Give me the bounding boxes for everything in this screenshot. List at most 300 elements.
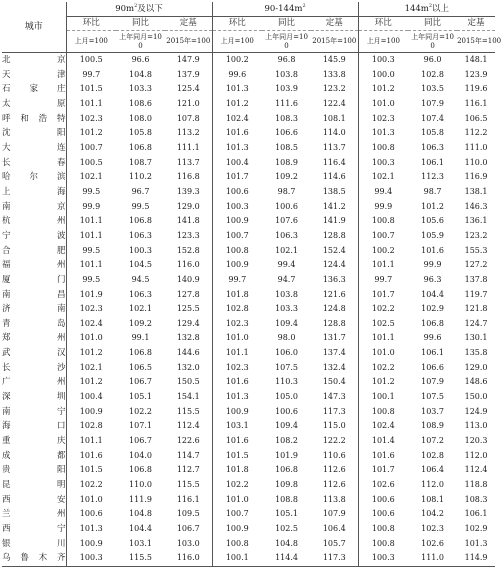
fixed-value: 112.4 — [176, 421, 200, 431]
yoy-value: 104.5 — [129, 260, 152, 270]
fixed-base-header: 2015年=100 — [457, 31, 495, 53]
mom-value: 100.9 — [66, 537, 116, 552]
fixed-value: 141.8 — [176, 216, 200, 226]
city-name: 上海 — [2, 186, 66, 197]
yoy-value: 109.4 — [275, 421, 298, 431]
city-name: 北京 — [2, 55, 66, 65]
yoy-value: 102.3 — [421, 524, 445, 533]
fixed-value: 106.7 — [176, 524, 200, 533]
table-row — [2, 170, 495, 185]
yoy-value: 107.9 — [421, 377, 445, 387]
table-row — [2, 200, 495, 215]
fixed-value: 123.3 — [176, 230, 200, 240]
yoy-value: 106.8 — [129, 465, 152, 475]
yoy-value: 105.9 — [421, 230, 445, 240]
mom-value: 100.9 — [212, 522, 262, 537]
mom-value: 101.0 — [66, 493, 116, 508]
fixed-value: 114.7 — [176, 450, 200, 460]
mom-value: 100.8 — [358, 141, 408, 156]
mom-value: 101.5 — [66, 82, 116, 97]
mom-value: 101.7 — [358, 288, 408, 303]
yoy-value: 96.6 — [131, 55, 150, 64]
group-label: $90-144m^2$ — [264, 3, 306, 14]
yoy-value: 108.5 — [275, 142, 298, 152]
city-name: 西宁 — [2, 524, 66, 534]
mom-value: 100.3 — [358, 156, 408, 171]
fixed-value: 105.7 — [322, 538, 346, 548]
mom-value: 100.0 — [358, 68, 408, 83]
table-row — [2, 478, 495, 493]
mom-value: 101.1 — [66, 229, 116, 244]
fixed-value: 116.0 — [165, 551, 212, 566]
mom-value: 100.7 — [358, 229, 408, 244]
fixed-value: 129.0 — [464, 362, 488, 372]
yoy-value: 114.4 — [262, 551, 311, 566]
fixed-value: 112.0 — [464, 450, 488, 460]
mom-value: 99.5 — [66, 185, 116, 200]
fixed-value: 118.8 — [464, 480, 488, 490]
mom-value: 100.8 — [358, 522, 408, 537]
city-name: 哈尔滨 — [2, 172, 66, 183]
fixed-value: 115.5 — [176, 480, 200, 490]
fixed-value: 116.8 — [176, 172, 200, 182]
yoy-value: 101.2 — [421, 201, 445, 211]
table-row — [2, 449, 495, 464]
fixed-value: 125.5 — [176, 304, 200, 314]
yoy-value: 105.1 — [275, 509, 298, 519]
mom-value: 100.8 — [358, 405, 408, 420]
fixed-value: 152.8 — [176, 245, 200, 255]
yoy-value: 106.1 — [421, 157, 445, 167]
yoy-value: 108.9 — [421, 421, 445, 431]
yoy-header: 同比 — [131, 18, 149, 28]
mom-value: 99.7 — [66, 68, 116, 83]
mom-header: 环比 — [212, 17, 262, 31]
mom-header: 环比 — [66, 17, 116, 31]
city-name: 宁波 — [2, 230, 66, 241]
mom-value: 100.4 — [66, 390, 116, 405]
mom-value: 100.6 — [358, 493, 408, 508]
fixed-value: 108.1 — [322, 113, 346, 123]
yoy-value: 106.6 — [421, 362, 445, 372]
mom-value: 99.7 — [212, 273, 262, 288]
table-row — [2, 507, 495, 522]
mom-value: 100.5 — [66, 156, 116, 171]
city-name: 福州 — [2, 260, 66, 271]
yoy-value: 98.7 — [277, 186, 296, 196]
mom-value: 101.2 — [66, 346, 116, 361]
mom-value: 101.6 — [66, 449, 116, 464]
city-name: 成都 — [2, 450, 66, 461]
city-name: 太原 — [2, 98, 66, 109]
table-row — [2, 156, 495, 171]
mom-value: 101.2 — [358, 375, 408, 390]
mom-value: 101.0 — [212, 493, 262, 508]
header-row-bases — [2, 31, 495, 53]
city-name: 兰州 — [2, 509, 66, 520]
yoy-value: 102.6 — [421, 538, 445, 548]
mom-value: 100.9 — [212, 214, 262, 229]
fixed-value: 129.4 — [176, 318, 200, 328]
yoy-base-header: 上年同月=100 — [408, 31, 457, 53]
yoy-value: 99.6 — [423, 333, 442, 343]
fixed-value: 136.1 — [464, 216, 488, 226]
city-name: 厦门 — [2, 274, 66, 285]
city-name: 重庆 — [2, 436, 66, 447]
group-label: $90m^2$及以下 — [115, 3, 163, 14]
group-label: $144m^2$以上 — [404, 3, 450, 14]
table-row — [2, 434, 495, 449]
fixed-value: 110.0 — [464, 157, 488, 167]
mom-value: 100.6 — [212, 185, 262, 200]
mom-value: 99.9 — [66, 200, 116, 215]
mom-value: 100.2 — [358, 244, 408, 259]
yoy-value: 108.7 — [129, 157, 152, 167]
city-name: 昆明 — [2, 480, 66, 491]
yoy-value: 105.8 — [129, 128, 152, 138]
header-row-groups — [2, 2, 495, 17]
mom-base-header: 上月=100 — [212, 31, 262, 53]
fixed-value: 154.1 — [176, 392, 200, 402]
fixed-value: 150.4 — [322, 377, 346, 387]
mom-value: 101.3 — [212, 82, 262, 97]
fixed-base-header: 2015年=100 — [311, 31, 358, 53]
fixed-value: 107.9 — [322, 509, 346, 519]
fixed-value: 113.0 — [464, 421, 488, 431]
yoy-value: 108.8 — [275, 494, 298, 504]
yoy-value: 104.0 — [129, 450, 152, 460]
fixed-value: 124.9 — [464, 406, 488, 416]
mom-value: 99.5 — [66, 244, 116, 259]
mom-value: 101.1 — [66, 258, 116, 273]
fixed-value: 132.4 — [322, 362, 346, 372]
yoy-value: 110.2 — [129, 172, 152, 182]
table-row — [2, 375, 495, 390]
yoy-value: 106.5 — [129, 362, 152, 372]
table-row — [2, 258, 495, 273]
mom-base-header: 上月=100 — [358, 31, 408, 53]
fixed-value: 122.6 — [176, 436, 200, 446]
fixed-value: 122.4 — [322, 98, 346, 108]
mom-value: 102.3 — [212, 317, 262, 332]
fixed-value: 114.9 — [457, 551, 495, 566]
mom-value: 101.1 — [66, 97, 116, 112]
mom-value: 101.3 — [66, 522, 116, 537]
fixed-value: 137.8 — [464, 274, 488, 284]
mom-value: 101.3 — [358, 126, 408, 141]
mom-value: 100.9 — [212, 405, 262, 420]
fixed-value: 133.8 — [322, 69, 346, 79]
mom-value: 101.3 — [212, 141, 262, 156]
mom-header: 环比 — [358, 17, 408, 31]
fixed-header: 定基 — [179, 18, 197, 28]
table-row — [2, 346, 495, 361]
yoy-value: 102.5 — [275, 524, 298, 533]
yoy-value: 102.2 — [129, 406, 152, 416]
fixed-value: 116.1 — [464, 98, 488, 108]
table-row — [2, 317, 495, 332]
yoy-value: 98.0 — [277, 333, 296, 343]
mom-value: 100.8 — [358, 214, 408, 229]
yoy-value: 105.6 — [421, 216, 445, 226]
mom-value: 99.6 — [212, 68, 262, 83]
yoy-value: 104.8 — [275, 538, 298, 548]
mom-value: 102.8 — [212, 302, 262, 317]
fixed-value: 141.2 — [322, 201, 346, 211]
table-row — [2, 244, 495, 259]
mom-value: 100.9 — [66, 405, 116, 420]
mom-value: 102.1 — [66, 361, 116, 376]
yoy-value: 99.1 — [131, 333, 150, 343]
yoy-value: 103.8 — [275, 289, 298, 299]
group-header-144-above — [358, 2, 495, 17]
mom-value: 101.1 — [66, 434, 116, 449]
mom-value: 101.8 — [212, 288, 262, 303]
fixed-value: 148.6 — [464, 377, 488, 387]
yoy-value: 111.0 — [408, 551, 457, 566]
fixed-value: 136.3 — [322, 274, 346, 284]
table-row — [2, 405, 495, 420]
city-name: 海口 — [2, 421, 66, 432]
city-name: 沈阳 — [2, 128, 66, 139]
city-name: 济南 — [2, 304, 66, 315]
fixed-value: 130.1 — [464, 333, 488, 343]
mom-value: 101.1 — [358, 258, 408, 273]
fixed-value: 117.3 — [311, 551, 358, 566]
yoy-value: 109.2 — [129, 318, 152, 328]
table-row — [2, 302, 495, 317]
city-name: 大连 — [2, 142, 66, 153]
yoy-value: 115.5 — [116, 551, 165, 566]
mom-value: 101.7 — [358, 463, 408, 478]
fixed-value: 148.1 — [464, 55, 488, 64]
fixed-value: 107.8 — [176, 113, 200, 123]
yoy-value: 99.4 — [277, 260, 296, 270]
yoy-header: 同比 — [424, 18, 442, 28]
city-name: 贵阳 — [2, 465, 66, 476]
table-row — [2, 97, 495, 112]
fixed-value: 116.1 — [176, 494, 200, 504]
fixed-value: 116.0 — [176, 260, 200, 270]
mom-value: 101.6 — [212, 126, 262, 141]
mom-value: 100.7 — [212, 507, 262, 522]
mom-value: 101.0 — [358, 346, 408, 361]
yoy-value: 103.7 — [421, 406, 445, 416]
yoy-value: 110.3 — [275, 377, 298, 387]
fixed-value: 106.4 — [322, 524, 346, 533]
mom-value: 101.1 — [358, 331, 408, 346]
fixed-value: 128.8 — [322, 318, 346, 328]
city-column-header: 城市 — [2, 2, 66, 53]
table-row — [2, 112, 495, 127]
mom-value: 102.8 — [66, 419, 116, 434]
mom-value: 102.5 — [358, 317, 408, 332]
city-name: 深圳 — [2, 392, 66, 403]
city-name: 银川 — [2, 538, 66, 549]
yoy-value: 110.0 — [129, 480, 152, 490]
yoy-value: 101.9 — [275, 450, 298, 460]
yoy-value: 108.9 — [275, 157, 298, 167]
yoy-value: 107.1 — [129, 421, 152, 431]
mom-value: 100.8 — [212, 537, 262, 552]
city-name: 乌鲁木齐 — [2, 551, 66, 566]
table-row — [2, 331, 495, 346]
fixed-value: 124.4 — [322, 260, 346, 270]
fixed-value: 137.9 — [176, 69, 200, 79]
fixed-value: 123.9 — [464, 69, 488, 79]
fixed-base-header: 2015年=100 — [165, 31, 212, 53]
mom-value: 101.7 — [212, 170, 262, 185]
yoy-value: 104.8 — [129, 509, 152, 519]
fixed-value: 119.6 — [464, 84, 488, 94]
price-index-table — [2, 2, 501, 567]
fixed-value: 150.0 — [464, 392, 488, 402]
fixed-value: 124.8 — [322, 304, 346, 314]
group-header-90-144 — [212, 2, 358, 17]
table-row — [2, 126, 495, 141]
yoy-value: 99.5 — [131, 201, 150, 211]
mom-value: 101.1 — [212, 346, 262, 361]
mom-value: 102.3 — [358, 112, 408, 127]
group-header-90-and-below — [66, 2, 212, 17]
mom-value: 100.8 — [358, 537, 408, 552]
fixed-value: 112.2 — [464, 128, 488, 138]
fixed-value: 137.4 — [322, 348, 346, 358]
mom-value: 101.2 — [212, 97, 262, 112]
yoy-value: 104.4 — [129, 524, 152, 533]
yoy-value: 106.3 — [421, 142, 445, 152]
mom-value: 102.1 — [66, 170, 116, 185]
city-name: 南宁 — [2, 406, 66, 417]
fixed-value: 141.9 — [322, 216, 346, 226]
yoy-value: 106.8 — [421, 318, 445, 328]
city-name: 天津 — [2, 69, 66, 80]
yoy-value: 105.0 — [275, 392, 298, 402]
table-row — [2, 82, 495, 97]
city-name: 西安 — [2, 494, 66, 505]
mom-value: 101.1 — [66, 214, 116, 229]
fixed-value: 112.6 — [322, 480, 346, 490]
table-row — [2, 361, 495, 376]
mom-value: 101.0 — [212, 331, 262, 346]
yoy-value: 96.3 — [423, 274, 442, 284]
yoy-value: 100.6 — [275, 406, 298, 416]
table-row — [2, 229, 495, 244]
fixed-value: 144.6 — [176, 348, 200, 358]
fixed-value: 131.7 — [322, 333, 346, 343]
mom-value: 101.0 — [66, 331, 116, 346]
mom-value: 100.6 — [358, 507, 408, 522]
yoy-value: 106.6 — [275, 128, 298, 138]
mom-value: 100.3 — [358, 551, 408, 566]
yoy-value: 108.1 — [421, 494, 445, 504]
yoy-base-header: 上年同月=100 — [116, 31, 165, 53]
yoy-value: 98.7 — [423, 186, 442, 196]
yoy-value: 112.3 — [421, 172, 445, 182]
yoy-value: 103.3 — [129, 84, 152, 94]
yoy-value: 103.3 — [275, 304, 298, 314]
table-row — [2, 390, 495, 405]
mom-value: 100.7 — [66, 141, 116, 156]
yoy-value: 112.0 — [421, 480, 445, 490]
yoy-value: 108.0 — [129, 113, 152, 123]
mom-value: 102.4 — [212, 112, 262, 127]
yoy-value: 106.3 — [129, 230, 152, 240]
fixed-value: 111.0 — [464, 142, 488, 152]
yoy-value: 106.3 — [275, 230, 298, 240]
fixed-value: 155.3 — [464, 245, 488, 255]
yoy-value: 102.8 — [421, 69, 445, 79]
fixed-value: 108.3 — [464, 494, 488, 504]
yoy-value: 99.9 — [423, 260, 442, 270]
mom-value: 100.9 — [212, 258, 262, 273]
fixed-value: 127.2 — [464, 260, 488, 270]
fixed-value: 140.9 — [176, 274, 200, 284]
fixed-value: 147.9 — [176, 55, 200, 64]
mom-value: 100.1 — [358, 390, 408, 405]
fixed-value: 106.5 — [464, 113, 488, 123]
mom-value: 102.1 — [358, 170, 408, 185]
table-row — [2, 141, 495, 156]
mom-value: 102.2 — [66, 478, 116, 493]
fixed-value: 129.0 — [176, 201, 200, 211]
fixed-value: 125.4 — [176, 84, 200, 94]
fixed-value: 103.0 — [176, 538, 200, 548]
fixed-value: 106.1 — [464, 509, 488, 519]
mom-value: 100.5 — [66, 53, 116, 68]
fixed-value: 122.2 — [322, 436, 346, 446]
city-name: 长春 — [2, 157, 66, 168]
fixed-value: 115.0 — [322, 421, 346, 431]
mom-value: 102.6 — [358, 478, 408, 493]
city-name: 武汉 — [2, 348, 66, 359]
table-row — [2, 537, 495, 552]
mom-value: 102.3 — [66, 112, 116, 127]
yoy-value: 111.6 — [275, 98, 298, 108]
mom-value: 100.6 — [66, 507, 116, 522]
fixed-value: 119.7 — [464, 289, 488, 299]
mom-value: 101.2 — [66, 375, 116, 390]
table-row — [2, 214, 495, 229]
mom-value: 100.2 — [212, 53, 262, 68]
fixed-value: 123.2 — [464, 230, 488, 240]
fixed-value: 112.4 — [464, 465, 488, 475]
yoy-value: 103.8 — [275, 69, 298, 79]
yoy-value: 106.7 — [129, 377, 152, 387]
yoy-value: 107.5 — [275, 362, 298, 372]
mom-value: 99.9 — [358, 200, 408, 215]
fixed-value: 132.0 — [176, 362, 200, 372]
mom-value: 101.5 — [212, 449, 262, 464]
yoy-value: 106.8 — [129, 348, 152, 358]
table-row — [2, 53, 495, 68]
city-name: 长沙 — [2, 362, 66, 373]
yoy-header: 同比 — [278, 18, 296, 28]
table-row — [2, 522, 495, 537]
mom-value: 101.2 — [66, 126, 116, 141]
mom-value: 102.2 — [212, 478, 262, 493]
mom-value: 100.4 — [212, 156, 262, 171]
yoy-value: 106.8 — [129, 142, 152, 152]
mom-value: 101.4 — [358, 434, 408, 449]
yoy-value: 103.1 — [129, 538, 152, 548]
yoy-value: 103.5 — [421, 84, 445, 94]
fixed-header: 定基 — [325, 18, 343, 28]
city-name: 青岛 — [2, 318, 66, 329]
yoy-value: 104.8 — [129, 69, 152, 79]
yoy-value: 106.8 — [275, 465, 298, 475]
fixed-value: 121.8 — [464, 304, 488, 314]
